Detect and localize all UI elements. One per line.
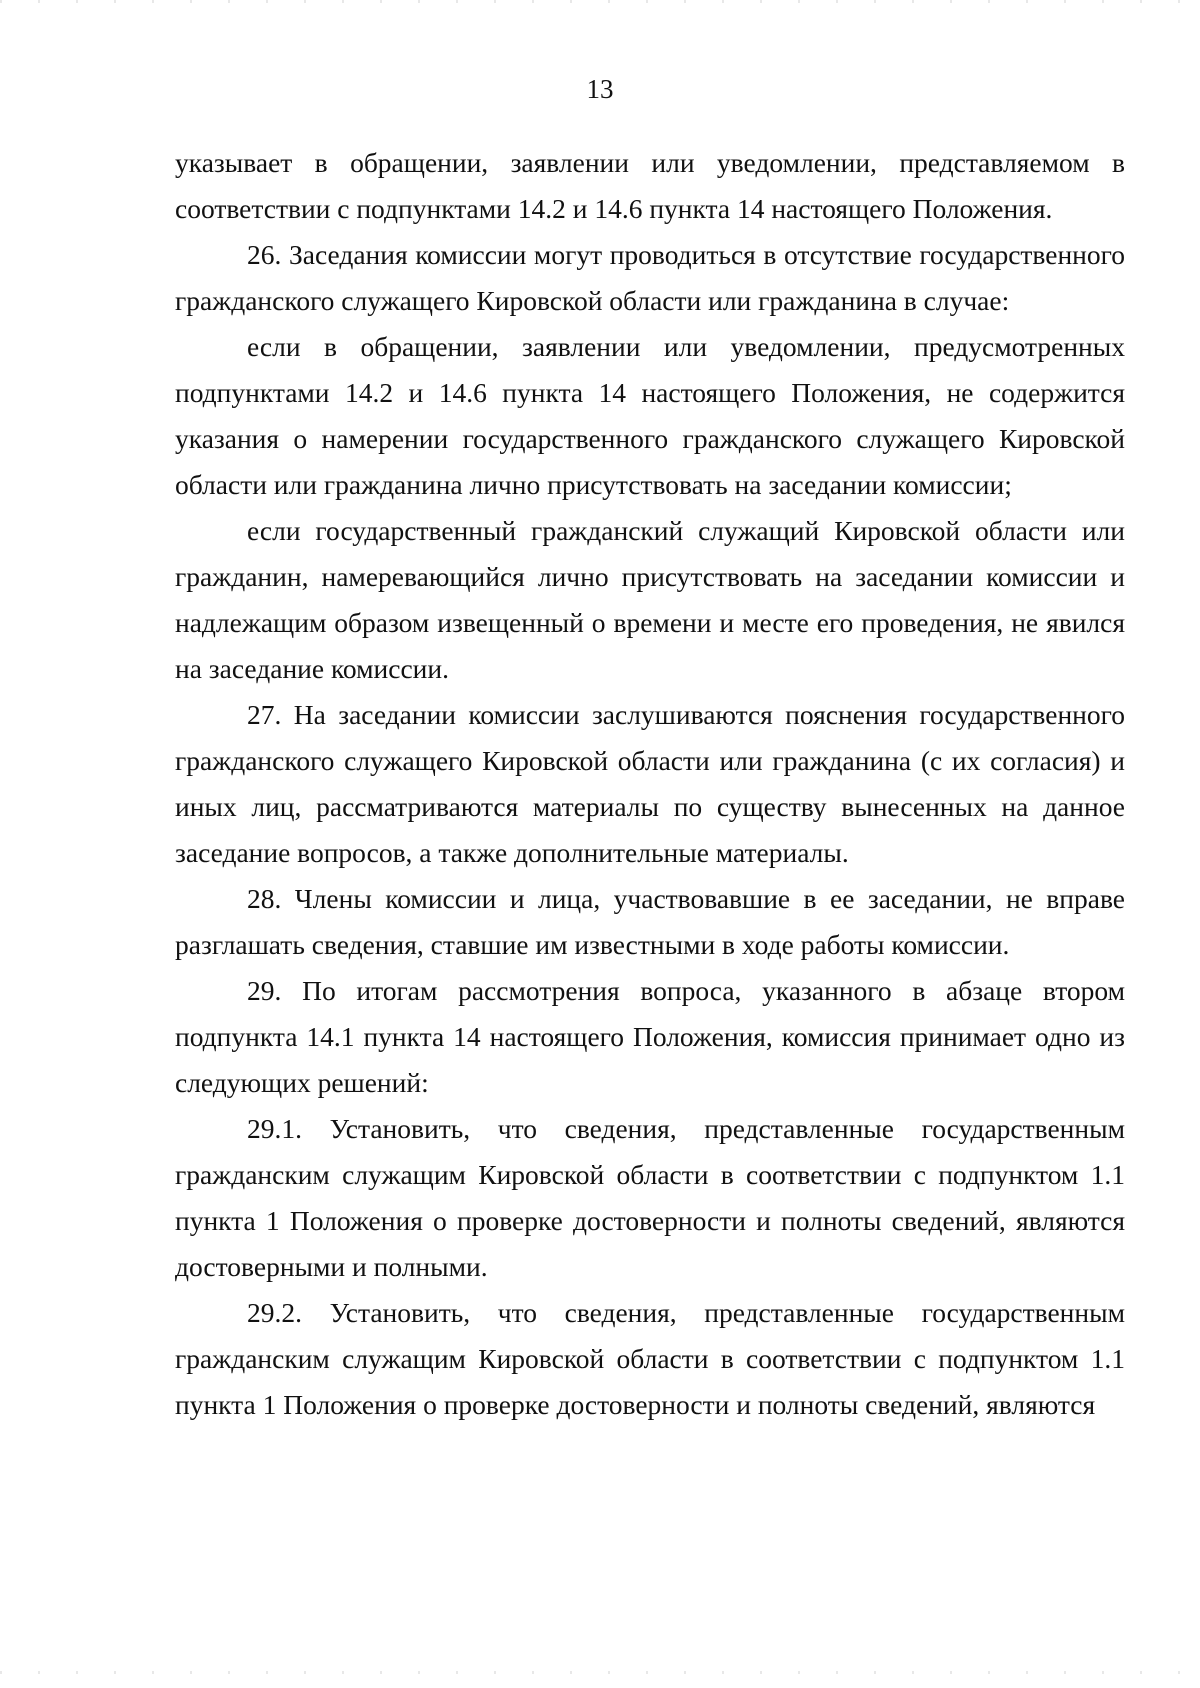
page-number: 13: [586, 74, 614, 104]
paragraph-29: 29. По итогам рассмотрения вопроса, указанного в абзаце втором подпункта 14.1 пункта 14 настоящего Положения, комиссия принимает одно из следующих решений:: [175, 975, 1125, 1098]
document-body: [175, 140, 1125, 1428]
paragraph-29-2: 29.2. Установить, что сведения, представленные государственным гражданским служащим Кировской области в соответствии с подпунктом 1.1 пункта 1 Положения о проверке достоверности и полноты сведений, являются: [175, 1297, 1125, 1420]
paragraph-26-case-1: если в обращении, заявлении или уведомлении, предусмотренных подпунктами 14.2 и 14.6 пункта 14 настоящего Положения, не содержится указания о намерении государственного гражданского служащего Кировской области или гражданина лично присутствовать на заседании комиссии;: [175, 331, 1125, 500]
scan-edge-top: [0, 0, 1200, 3]
paragraph-continuation: указывает в обращении, заявлении или уведомлении, представляемом в соответствии с подпунктами 14.2 и 14.6 пункта 14 настоящего Положения.: [175, 147, 1125, 224]
scan-edge-bottom: [0, 1671, 1200, 1674]
paragraph-28: 28. Члены комиссии и лица, участвовавшие в ее заседании, не вправе разглашать сведения, ставшие им известными в ходе работы комиссии.: [175, 883, 1125, 960]
paragraph-27: 27. На заседании комиссии заслушиваются пояснения государственного гражданского служащего Кировской области или гражданина (с их согласия) и иных лиц, рассматриваются материалы по существу вынесенных на данное заседание вопросов, а также дополнительные материалы.: [175, 699, 1125, 868]
paragraph-26-case-2: если государственный гражданский служащий Кировской области или гражданин, намеревающийся лично присутствовать на заседании комиссии и надлежащим образом извещенный о времени и месте его проведения, не явился на заседание комиссии.: [175, 515, 1125, 684]
paragraph-26: 26. Заседания комиссии могут проводиться в отсутствие государственного гражданского служащего Кировской области или гражданина в случае:: [175, 239, 1125, 316]
paragraph-29-1: 29.1. Установить, что сведения, представленные государственным гражданским служащим Кировской области в соответствии с подпунктом 1.1 пункта 1 Положения о проверке достоверности и полноты сведений, являются достоверными и полными.: [175, 1113, 1125, 1282]
